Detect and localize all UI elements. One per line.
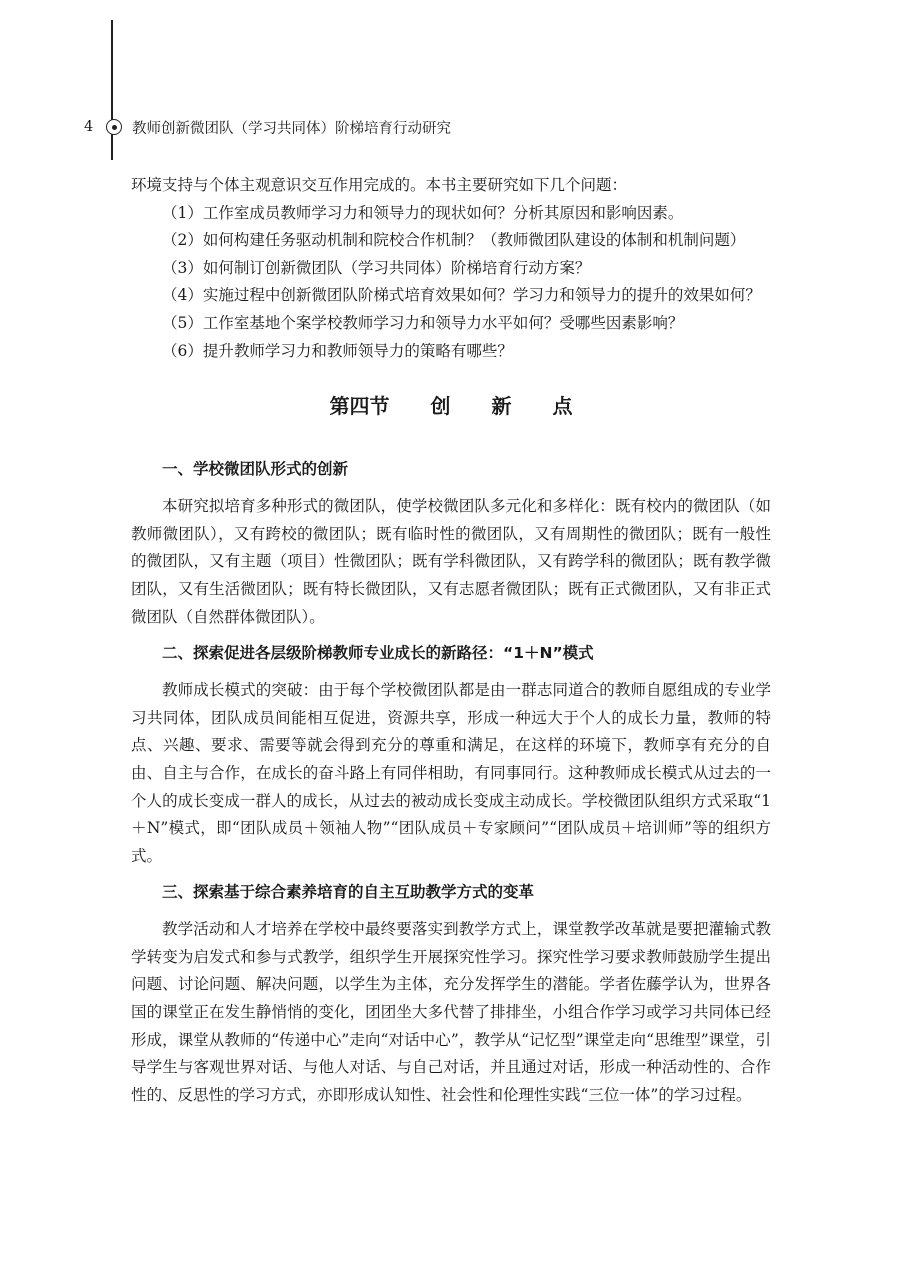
subsection-heading-2: 二、探索促进各层级阶梯教师专业成长的新路径：“1＋N”模式: [162, 644, 594, 663]
subsection-heading-3: 三、探索基于综合素养培育的自主互助教学方式的变革: [162, 883, 535, 902]
target-bullet-icon: [106, 119, 122, 135]
question-2: （2）如何构建任务驱动机制和院校合作机制？（教师微团队建设的体制和机制问题）: [162, 231, 746, 250]
subsection-heading-1: 一、学校微团队形式的创新: [162, 460, 349, 479]
running-header: [84, 114, 451, 140]
question-1: （1）工作室成员教师学习力和领导力的现状如何？分析其原因和影响因素。: [162, 203, 684, 222]
question-6: （6）提升教师学习力和教师领导力的策略有哪些？: [162, 341, 513, 360]
question-5: （5）工作室基地个案学校教师学习力和领导力水平如何？受哪些因素影响？: [162, 313, 684, 332]
question-3: （3）如何制订创新微团队（学习共同体）阶梯培育行动方案？: [162, 258, 591, 277]
section-title-char-3: 点: [552, 394, 573, 419]
subsection-body-1: 本研究拟培育多种形式的微团队，使学校微团队多元化和多样化：既有校内的微团队（如教师微团队），又有跨校的微团队；既有临时性的微团队，又有周期性的微团队；既有一般性的微团队，又有主题（项目）性微团队；既有学科微团队，又有跨学科的微团队；既有教学微团队，又有生活微团队；既有特长微团队，又有志愿者微团队；既有正式微团队，又有非正式微团队（自然群体微团队）。: [131, 497, 771, 626]
subsection-body-3: 教学活动和人才培养在学校中最终要落实到教学方式上，课堂教学改革就是要把灌输式教学转变为启发式和参与式教学，组织学生开展探究性学习。探究性学习要求教师鼓励学生提出问题、讨论问题、解决问题，以学生为主体，充分发挥学生的潜能。学者佐藤学认为，世界各国的课堂正在发生静悄悄的变化，团团坐大多代替了排排坐，小组合作学习或学习共同体已经形成，课堂从教师的“传递中心”走向“对话中心”，教学从“记忆型”课堂走向“思维型”课堂，引导学生与客观世界对话、与他人对话、与自己对话，并且通过对话，形成一种活动性的、合作性的、反思性的学习方式，亦即形成认知性、社会性和伦理性实践“三位一体”的学习过程。: [131, 920, 771, 1104]
subsection-body-2: 教师成长模式的突破：由于每个学校微团队都是由一群志同道合的教师自愿组成的专业学习共同体，团队成员间能相互促进，资源共享，形成一种远大于个人的成长力量，教师的特点、兴趣、要求、需要等就会得到充分的尊重和满足，在这样的环境下，教师享有充分的自由、自主与合作，在成长的奋斗路上有同伴相助，有同事同行。这种教师成长模式从过去的一个人的成长变成一群人的成长，从过去的被动成长变成主动成长。学校微团队组织方式采取“1＋N”模式，即“团队成员＋领袖人物”“团队成员＋专家顾问”“团队成员＋培训师”等的组织方式。: [131, 681, 771, 865]
section-title-char-1: 创: [430, 394, 451, 419]
intro-lead: 环境支持与个体主观意识交互作用完成的。本书主要研究如下几个问题：: [131, 176, 628, 194]
page-number: 4: [84, 119, 94, 135]
page-body: [131, 172, 771, 1109]
book-title: 教师创新微团队（学习共同体）阶梯培育行动研究: [132, 120, 451, 137]
section-title: [131, 391, 771, 421]
section-title-char-2: 新: [491, 394, 512, 419]
question-4: （4）实施过程中创新微团队阶梯式培育效果如何？学习力和领导力的提升的效果如何？: [162, 286, 761, 305]
section-number: 第四节: [329, 394, 390, 419]
